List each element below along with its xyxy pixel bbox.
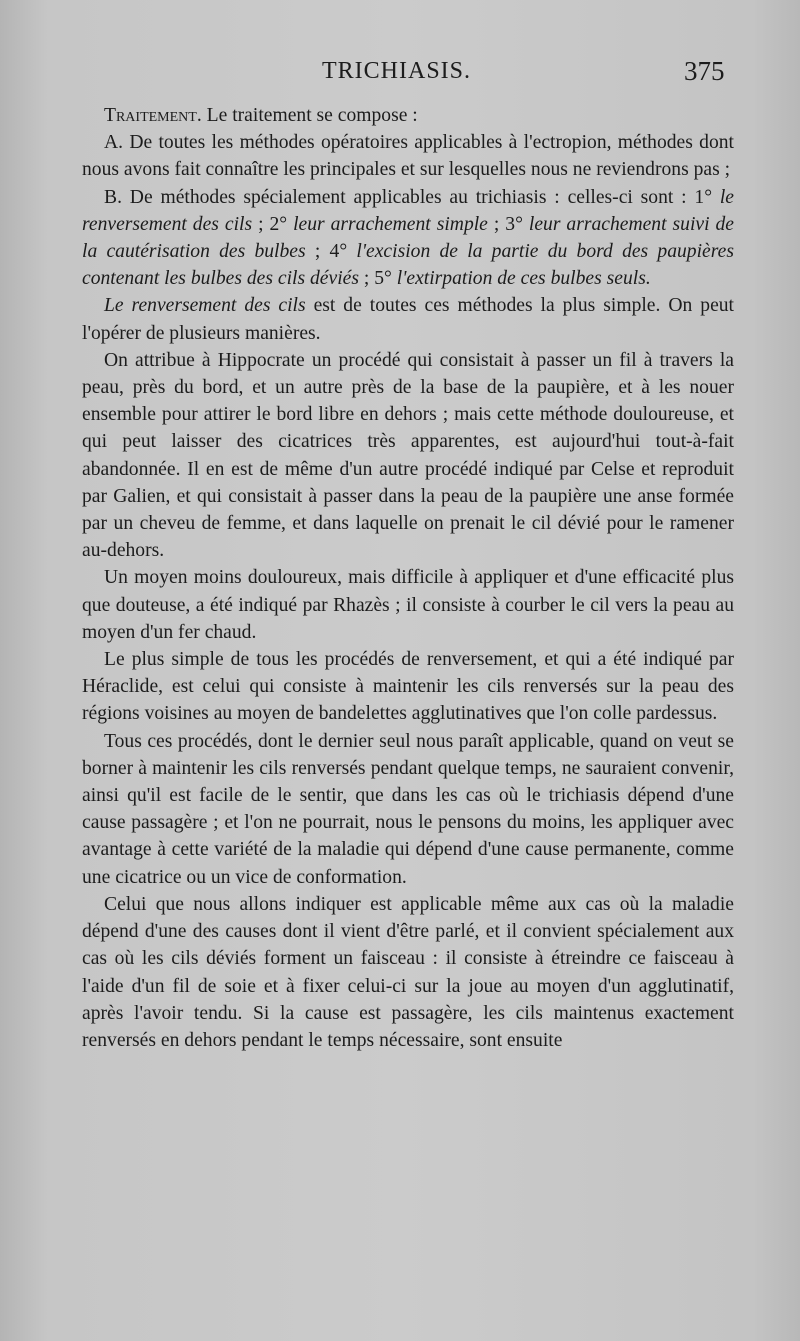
page-header [0, 56, 800, 96]
paragraph-text: Le plus simple de tous les procédés de renversement, et qui a été indiqué par Héraclide, est celui qui consiste à maintenir les cils renversés sur la peau des régions voisines au moyen de bandelettes agglutinatives que l'on colle pardessus. [82, 649, 734, 725]
italic-run: l'excision de la partie du bord des paupières contenant les bulbes des cils déviés [82, 241, 734, 290]
paragraph-text: Le traitement se compose : [201, 105, 418, 126]
text-run: ; 2° [252, 213, 294, 235]
running-title: TRICHIASIS. [322, 58, 472, 84]
paragraph-renversement [82, 292, 734, 346]
paragraph-method-a [82, 129, 734, 183]
text-run: ; 5° [358, 268, 397, 290]
text-run: ; 3° [487, 213, 529, 235]
paragraph-text: Celui que nous allons indiquer est applicable même aux cas où la maladie dépend d'une des causes dont il vient d'être parlé, et il convient spécialement aux cas où les cils déviés forment un faisceau : il consiste à étreindre ce faisceau à l'aide d'un fil de soie et à fixer celui-ci sur la joue au moyen d'un agglutinatif, après l'avoir tendu. Si la cause est passagère, les cils maintenus exactement renversés en dehors pendant le temps nécessaire, sont ensuite [82, 893, 734, 1051]
paragraph-text: Un moyen moins douloureux, mais difficile à appliquer et d'une efficacité plus que douteuse, a été indiqué par Rhazès ; il consiste à courber le cil vers la peau au moyen d'un fer chaud. [82, 567, 734, 643]
paragraph-tous-ces-procedes [82, 728, 734, 891]
italic-run: leur arrachement suivi de la cautérisation des bulbes [82, 213, 734, 263]
section-lead: Traitement. [104, 105, 202, 126]
paragraph-text: est de toutes ces méthodes la plus simple. On peut l'opérer de plusieurs manières. [82, 295, 735, 344]
italic-run: leur arrachement simple [293, 213, 488, 235]
paragraph-hippocrate [82, 347, 734, 565]
page-number: 375 [684, 56, 725, 86]
paragraph-traitement [82, 102, 734, 129]
body-text [82, 102, 734, 1054]
paragraph-text: Tous ces procédés, dont le dernier seul nous paraît applicable, quand on veut se borner à maintenir les cils renversés pendant quelque temps, ne sauraient convenir, ainsi qu'il est facile de le sentir, que dans les cas où le trichiasis dépend d'une cause passagère ; et l'on ne pourrait, nous le pensons du moins, les appliquer avec avantage à cette variété de la maladie qui dépend d'une cause permanente, comme une cicatrice ou un vice de conformation. [82, 730, 734, 888]
paragraph-heraclide [82, 646, 734, 728]
text-run: B. De méthodes spécialement applicables au trichiasis : celles-ci sont : 1° [104, 186, 720, 208]
paragraph-rhazes [82, 564, 734, 646]
paragraph-method-b [82, 184, 734, 293]
paragraph-text: A. De toutes les méthodes opératoires applicables à l'ectropion, méthodes dont nous avons fait connaître les principales et sur lesquelles nous ne reviendrons pas ; [82, 132, 734, 181]
paragraph-celui-que [82, 891, 734, 1054]
italic-run: l'extirpation de ces bulbes seuls. [396, 268, 651, 290]
italic-run: le renversement des cils [82, 186, 734, 235]
italic-lead: Le renversement des cils [104, 295, 306, 317]
text-run: ; 4° [305, 241, 357, 263]
paragraph-text: On attribue à Hippocrate un procédé qui consistait à passer un fil à travers la peau, près du bord, et un autre près de la base de la paupière, et à les nouer ensemble pour attirer le bord libre en dehors ; mais cette méthode douloureuse, et qui peut laisser des cicatrices très apparentes, est aujourd'hui tout-à-fait abandonnée. Il en est de même d'un autre procédé indiqué par Celse et reproduit par Galien, et qui consistait à passer dans la peau de la paupière une anse formée par un cheveu de femme, et dans laquelle on prenait le cil dévié pour le ramener au-dehors. [82, 349, 734, 562]
